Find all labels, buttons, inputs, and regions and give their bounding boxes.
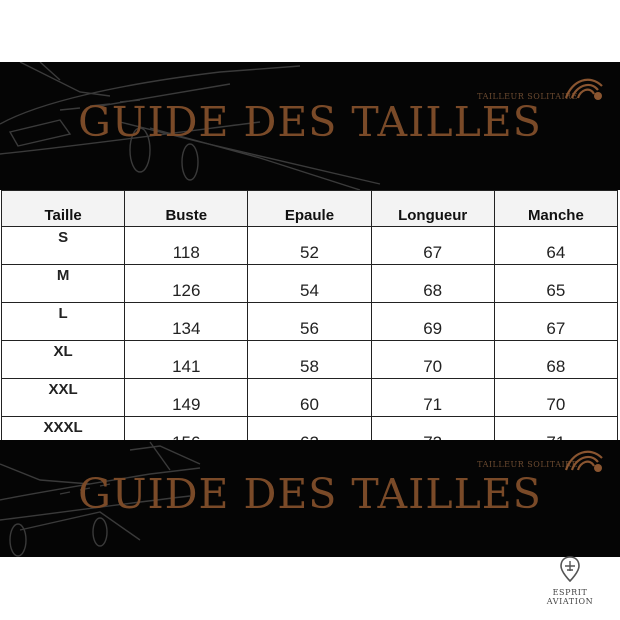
header-epaule: Epaule bbox=[248, 191, 371, 227]
longueur-value: 71 bbox=[371, 379, 494, 417]
brand-name: TAILLEUR SOLITAIRE bbox=[477, 460, 578, 469]
buste-value: 149 bbox=[125, 379, 248, 417]
epaule-value: 52 bbox=[248, 227, 371, 265]
table-row bbox=[2, 265, 618, 303]
epaule-value: 56 bbox=[248, 303, 371, 341]
size-label: M bbox=[2, 265, 125, 303]
map-pin-plane-icon bbox=[559, 556, 581, 582]
brand-name: TAILLEUR SOLITAIRE bbox=[477, 92, 578, 101]
banner-title: GUIDE DES TAILLES bbox=[78, 470, 542, 518]
longueur-value: 67 bbox=[371, 227, 494, 265]
header-taille: Taille bbox=[2, 191, 125, 227]
buste-value: 126 bbox=[125, 265, 248, 303]
manche-value: 67 bbox=[494, 303, 617, 341]
manche-value: 64 bbox=[494, 227, 617, 265]
bottom-banner bbox=[0, 440, 620, 557]
header-manche: Manche bbox=[494, 191, 617, 227]
footer-logo bbox=[528, 556, 612, 606]
size-label: XL bbox=[2, 341, 125, 379]
size-label: XXL bbox=[2, 379, 125, 417]
size-label: XXXL bbox=[2, 417, 125, 455]
size-label: S bbox=[2, 227, 125, 265]
longueur-value: 69 bbox=[371, 303, 494, 341]
table-row bbox=[2, 341, 618, 379]
top-banner bbox=[0, 62, 620, 190]
manche-value: 68 bbox=[494, 341, 617, 379]
epaule-value: 60 bbox=[248, 379, 371, 417]
table-row bbox=[2, 227, 618, 265]
size-label: L bbox=[2, 303, 125, 341]
banner-title: GUIDE DES TAILLES bbox=[78, 98, 542, 146]
epaule-value: 54 bbox=[248, 265, 371, 303]
buste-value: 118 bbox=[125, 227, 248, 265]
longueur-value: 70 bbox=[371, 341, 494, 379]
header-buste: Buste bbox=[125, 191, 248, 227]
table-header-row bbox=[2, 191, 618, 227]
longueur-value: 68 bbox=[371, 265, 494, 303]
size-chart-table bbox=[1, 190, 618, 455]
brand-swirl-logo-icon bbox=[562, 68, 606, 104]
buste-value: 134 bbox=[125, 303, 248, 341]
table-row bbox=[2, 303, 618, 341]
table-row bbox=[2, 379, 618, 417]
epaule-value: 58 bbox=[248, 341, 371, 379]
manche-value: 70 bbox=[494, 379, 617, 417]
header-longueur: Longueur bbox=[371, 191, 494, 227]
buste-value: 141 bbox=[125, 341, 248, 379]
manche-value: 65 bbox=[494, 265, 617, 303]
brand-swirl-logo-icon bbox=[562, 440, 606, 476]
footer-brand-text: ESPRIT AVIATION bbox=[546, 588, 594, 606]
